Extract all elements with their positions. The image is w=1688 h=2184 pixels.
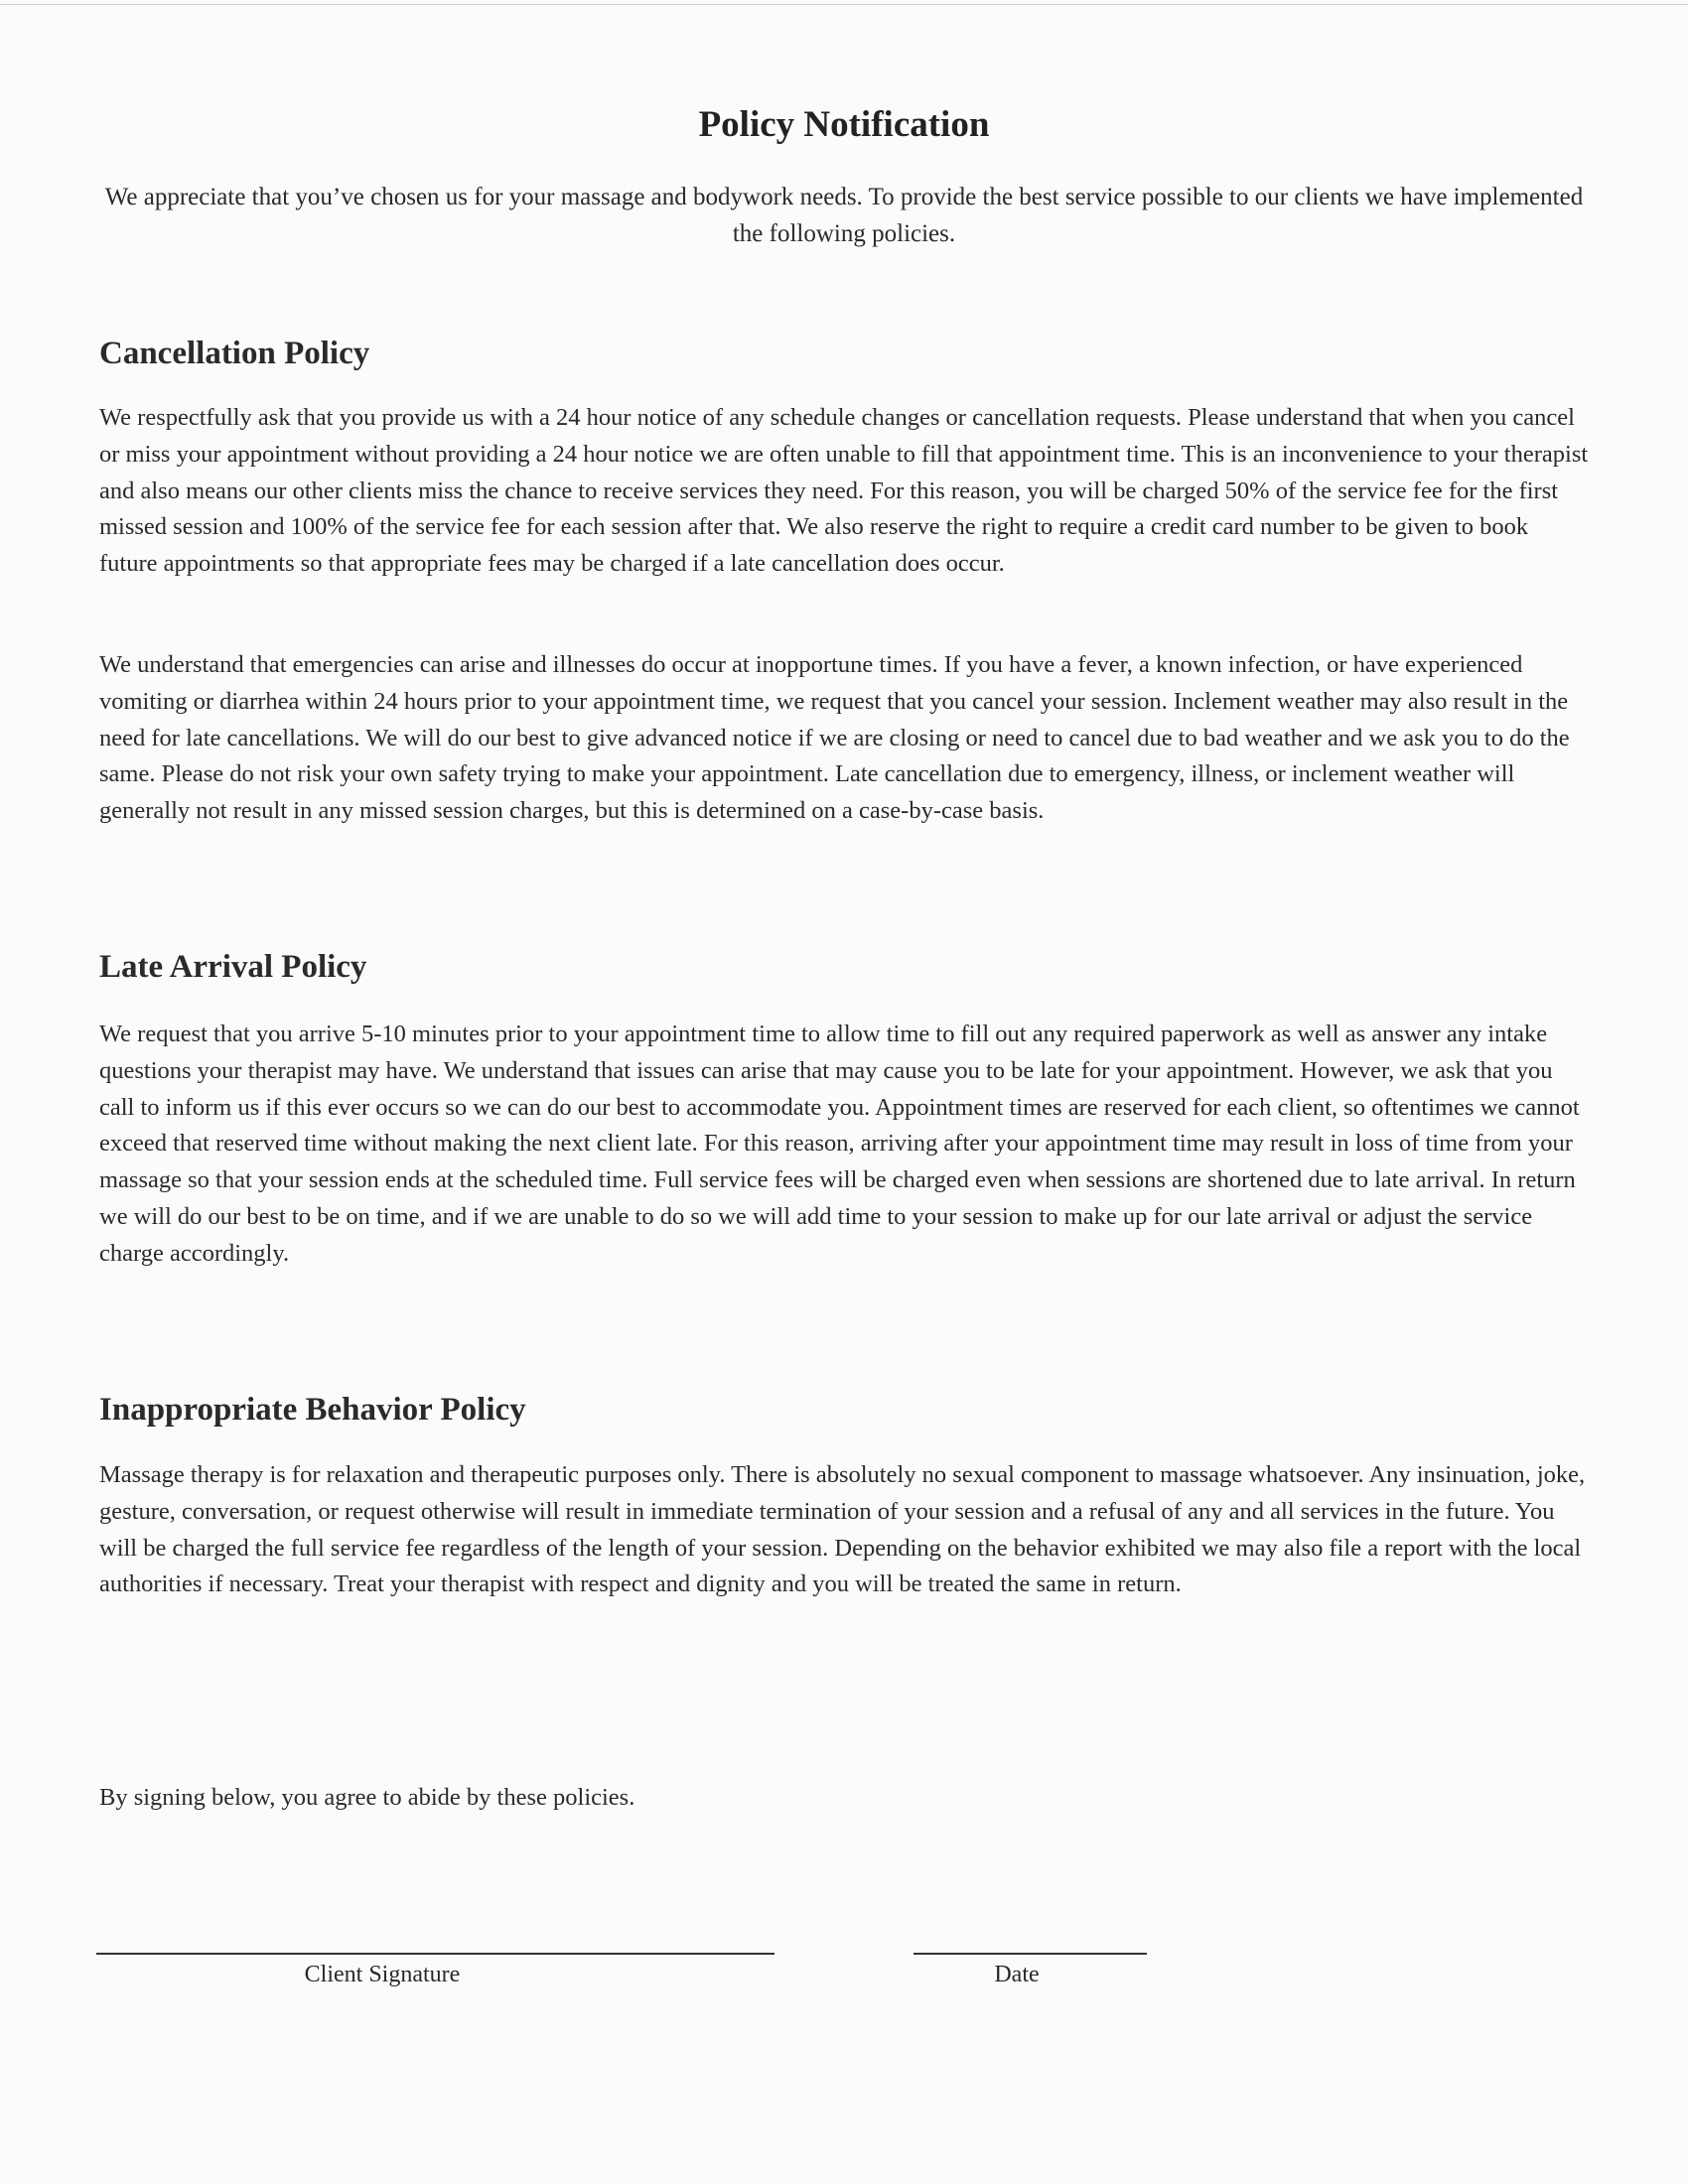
agreement-statement: By signing below, you agree to abide by these policies.	[99, 1784, 635, 1811]
date-label: Date	[994, 1962, 1040, 1987]
date-line[interactable]	[914, 1953, 1147, 1955]
inappropriate-behavior-policy-paragraph: Massage therapy is for relaxation and therapeutic purposes only. There is absolutely no sexual component to massage whatsoever. Any insinuation, joke, gesture, conversation, or request otherwise will result in immediate termination of your session and a refusal of any and all services in the future. You will be charged the full service fee regardless of the length of your session. Depending on the behavior exhibited we may also file a report with the local authorities if necessary. Treat your therapist with respect and dignity and you will be treated the same in return.	[99, 1461, 1586, 1598]
inappropriate-behavior-policy-heading: Inappropriate Behavior Policy	[99, 1392, 526, 1428]
scan-edge-divider	[0, 4, 1688, 5]
cancellation-policy-paragraph-1: We respectfully ask that you provide us with a 24 hour notice of any schedule changes or cancellation requests. Please understand that when you cancel or miss your appointment without providing a 24 hour notice we are often unable to fill that appointment time. This is an inconvenience to your therapist and also means our other clients miss the chance to receive services they need. For this reason, you will be charged 50% of the service fee for the first missed session and 100% of the service fee for each session after that. We also reserve the right to require a credit card number to be given to book future appointments so that appropriate fees may be charged if a late cancellation does occur.	[99, 404, 1589, 578]
late-arrival-policy-paragraph: We request that you arrive 5-10 minutes prior to your appointment time to allow time to fill out any required paperwork as well as answer any intake questions your therapist may have. We understand that issues can arise that may cause you to be late for your appointment. However, we ask that you call to inform us if this ever occurs so we can do our best to accommodate you. Appointment times are reserved for each client, so oftentimes we cannot exceed that reserved time without making the next client late. For this reason, arriving after your appointment time may result in loss of time from your massage so that your session ends at the scheduled time. Full service fees will be charged even when sessions are shortened due to late arrival. In return we will do our best to be on time, and if we are unable to do so we will add time to your session to make up for our late arrival or adjust the service charge accordingly.	[99, 1021, 1580, 1267]
cancellation-policy-paragraph-2: We understand that emergencies can arise and illnesses do occur at inopportune times. If you have a fever, a known infection, or have experienced vomiting or diarrhea within 24 hours prior to your appointment time, we request that you cancel your session. Inclement weather may also result in the need for late cancellations. We will do our best to give advanced notice if we are closing or need to cancel due to bad weather and we ask you to do the same. Please do not risk your own safety trying to make your appointment. Late cancellation due to emergency, illness, or inclement weather will generally not result in any missed session charges, but this is determined on a case-by-case basis.	[99, 651, 1570, 825]
intro-paragraph: We appreciate that you’ve chosen us for your massage and bodywork needs. To provide the best service possible to our clients we have implemented the following policies.	[104, 184, 1584, 247]
cancellation-policy-heading: Cancellation Policy	[99, 336, 370, 371]
late-arrival-policy-heading: Late Arrival Policy	[99, 949, 367, 985]
client-signature-label: Client Signature	[304, 1962, 461, 1987]
page-title: Policy Notification	[698, 104, 990, 145]
client-signature-line[interactable]	[96, 1953, 774, 1955]
